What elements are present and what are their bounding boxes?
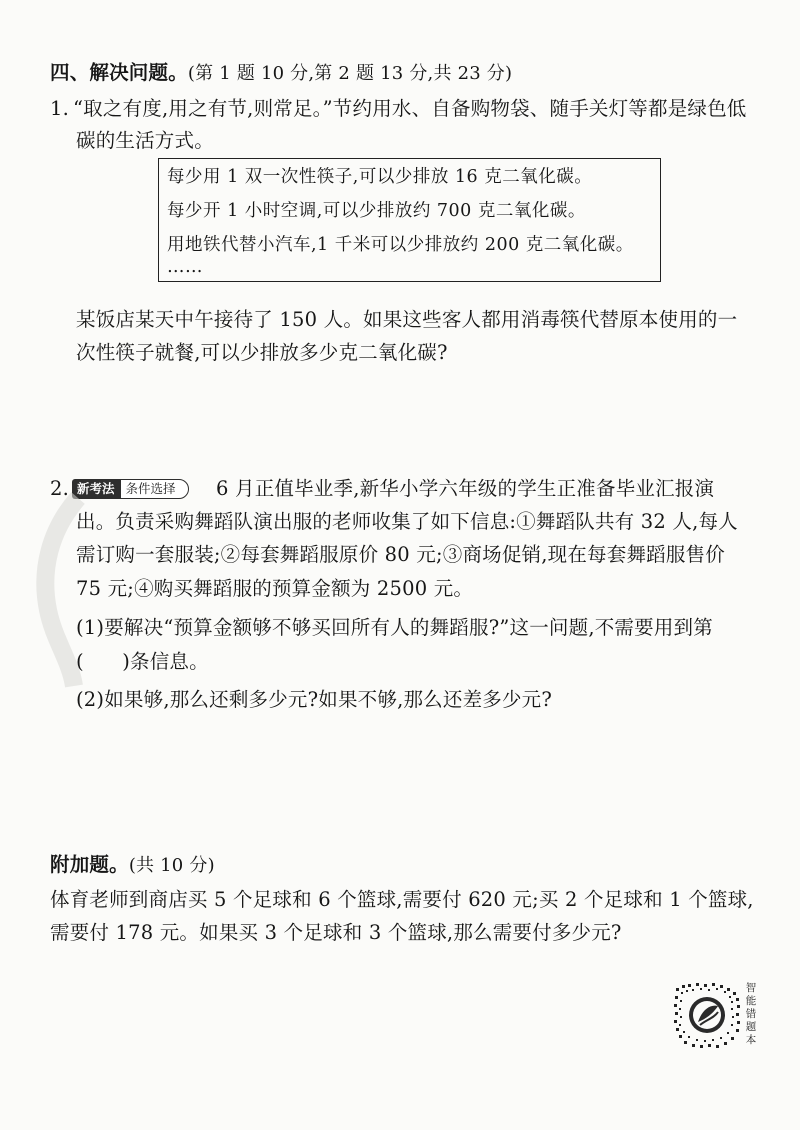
new-exam-tag: 新考法	[72, 479, 120, 499]
q2-line1: 6 月正值毕业季,新华小学六年级的学生正准备毕业汇报演	[216, 477, 715, 500]
q2-sub1-line1: (1)要解决“预算金额够不够买回所有人的舞蹈服?”这一问题,不需要用到第	[76, 616, 713, 639]
q2-sub2: (2)如果够,那么还剩多少元?如果不够,那么还差多少元?	[76, 688, 553, 711]
info-box-ellipsis: ……	[167, 257, 203, 277]
q2-sub1-line2: ( )条信息。	[76, 650, 209, 673]
q1-intro-text1: “取之有度,用之有节,则常足。”节约用水、自备购物袋、随手关灯等都是绿色低	[73, 97, 747, 120]
q1-question-line1: 某饭店某天中午接待了 150 人。如果这些客人都用消毒筷代替原本使用的一	[76, 308, 738, 331]
q2-number: 2.	[50, 477, 70, 500]
bonus-title: 附加题。	[50, 853, 129, 876]
q1-question-line2: 次性筷子就餐,可以少排放多少克二氧化碳?	[76, 341, 448, 364]
q1-intro-line2: 碳的生活方式。	[76, 129, 214, 152]
bonus-score-note: (共 10 分)	[128, 855, 215, 876]
bonus-line2: 需要付 178 元。如果买 3 个足球和 3 个篮球,那么需要付多少元?	[50, 921, 622, 944]
bonus-heading	[50, 850, 215, 881]
section-score-note: (第 1 题 10 分,第 2 题 13 分,共 23 分)	[187, 63, 513, 84]
q2-line2: 出。负责采购舞蹈队演出服的老师收集了如下信息:①舞蹈队共有 32 人,每人	[76, 510, 738, 533]
qr-code-icon[interactable]	[674, 982, 740, 1048]
q1-number: 1.	[50, 97, 70, 120]
condition-select-tag: 条件选择	[120, 479, 189, 499]
bonus-line1: 体育老师到商店买 5 个足球和 6 个篮球,需要付 620 元;买 2 个足球和 1 个篮球,	[50, 888, 754, 911]
info-box-line: 每少用 1 双一次性筷子,可以少排放 16 克二氧化碳。	[167, 167, 593, 187]
q1-intro-line1	[50, 94, 747, 124]
info-box-line: 用地铁代替小汽车,1 千米可以少排放约 200 克二氧化碳。	[167, 235, 634, 255]
q1-info-box	[158, 158, 661, 282]
scan-shadow-mark	[30, 490, 90, 690]
q2-line3: 需订购一套服装;②每套舞蹈服原价 80 元;③商场促销,现在每套舞蹈服售价	[76, 543, 725, 566]
section-heading	[50, 58, 512, 89]
qr-label: 智能错题本	[745, 982, 757, 1046]
q2-line4: 75 元;④购买舞蹈服的预算金额为 2500 元。	[76, 577, 474, 600]
section-title: 四、解决问题。	[50, 61, 188, 84]
info-box-line: 每少开 1 小时空调,可以少排放约 700 克二氧化碳。	[167, 201, 586, 221]
